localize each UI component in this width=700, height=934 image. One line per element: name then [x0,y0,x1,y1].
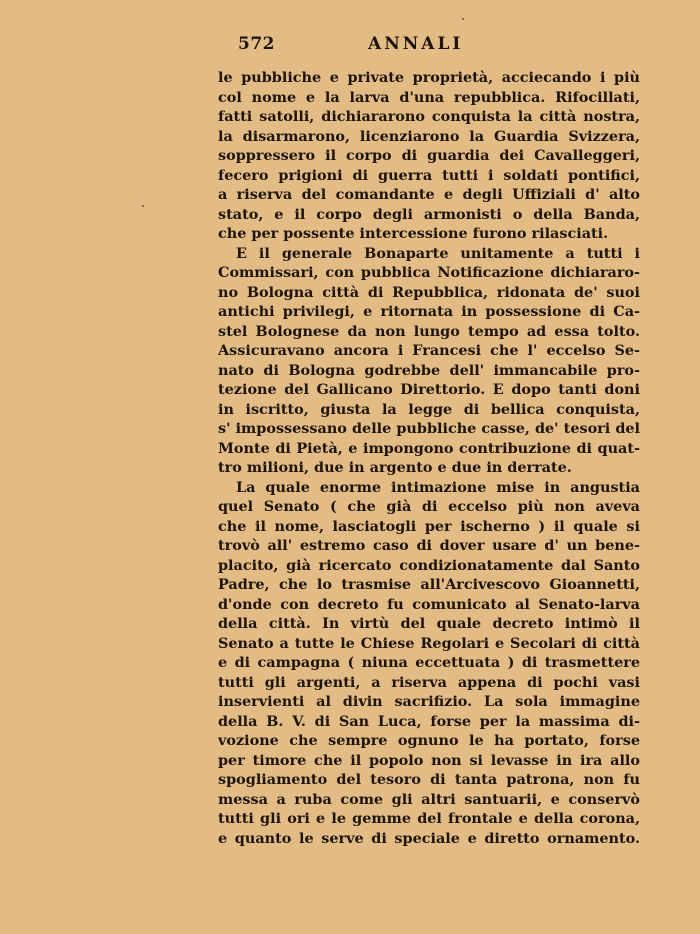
text-line: stato, e il corpo degli armonisti o della Banda, [218,205,640,223]
text-line: della città. In virtù del quale decreto intimò il [218,615,640,632]
body-text [218,68,640,848]
text-line: tutti gli argenti, a riserva appena di pochi vasi [218,673,640,691]
text-line: fecero prigioni di guerra tutti i soldati pontifici, [218,166,640,184]
text-line: nato di Bologna godrebbe dell' immancabile pro- [218,361,640,379]
text-line: col nome e la larva d'una repubblica. Rifocillati, [218,88,640,106]
text-line: spogliamento del tesoro di tanta patrona, non fu [218,771,640,788]
text-line: soppressero il corpo di guardia dei Cavalleggeri, [218,147,640,164]
text-line: vozione che sempre ognuno le ha portato, forse [218,732,640,749]
text-line: trovò all' estremo caso di dover usare d' un bene- [218,537,640,554]
text-line: tezione del Gallicano Direttorio. E dopo tanti doni [218,381,640,398]
text-line: e di campagna ( niuna eccettuata ) di trasmettere [218,654,640,671]
running-title: ANNALI [368,34,464,54]
text-line: la disarmarono, licenziarono la Guardia Svizzera, [218,127,640,145]
text-line: Commissari, con pubblica Notificazione dichiararo- [218,264,640,281]
text-line: antichi privilegi, e ritornata in possessione di Ca- [218,303,640,320]
text-line: della B. V. di San Luca, forse per la massima di- [218,712,640,730]
text-line: che il nome, lasciatogli per ischerno ) il quale si [218,517,640,535]
text-line: messa a ruba come gli altri santuarii, e conservò [218,790,640,808]
text-line: no Bologna città di Repubblica, ridonata de' suoi [218,283,640,301]
page-number: 572 [238,34,275,54]
text-line: stel Bolognese da non lungo tempo ad essa tolto. [218,322,640,340]
text-line: in iscritto, giusta la legge di bellica conquista, [218,400,640,418]
text-line: Senato a tutte le Chiese Regolari e Secolari di città [218,634,640,652]
text-line: d'onde con decreto fu comunicato al Senato-larva [218,595,640,613]
text-line: le pubbliche e private proprietà, acciecando i più [218,69,640,86]
text-line: s' impossessano delle pubbliche casse, de' tesori del [218,420,640,437]
text-line: La quale enorme intimazione mise in angustia [236,478,640,496]
text-line: inservienti al divin sacrifizio. La sola immagine [218,693,640,710]
text-line: placito, già ricercato condizionatamente dal Santo [218,556,640,574]
text-line: quel Senato ( che già di eccelso più non aveva [218,498,640,515]
text-line: per timore che il popolo non si levasse in ira allo [218,751,640,769]
text-line: E il generale Bonaparte unitamente a tutti i [236,244,640,262]
text-line: Assicuravano ancora i Francesi che l' eccelso Se- [218,342,640,359]
text-line: Padre, che lo trasmise all'Arcivescovo Gioannetti, [218,576,640,593]
paper-speck [142,205,144,207]
text-line: Monte di Pietà, e impongono contribuzione di quat- [218,439,640,457]
text-line: che per possente intercessione furono rilasciati. [218,225,609,242]
page-header [218,34,640,60]
text-line: tro milioni, due in argento e due in derrate. [218,459,572,476]
paper-speck [462,18,464,20]
text-line: e quanto le serve di speciale e diretto ornamento. [218,829,640,847]
text-line: a riserva del comandante e degli Uffiziali d' alto [218,186,640,203]
text-line: fatti satolli, dichiararono conquista la città nostra, [218,108,640,125]
text-line: tutti gli ori e le gemme del frontale e della corona, [218,810,640,827]
